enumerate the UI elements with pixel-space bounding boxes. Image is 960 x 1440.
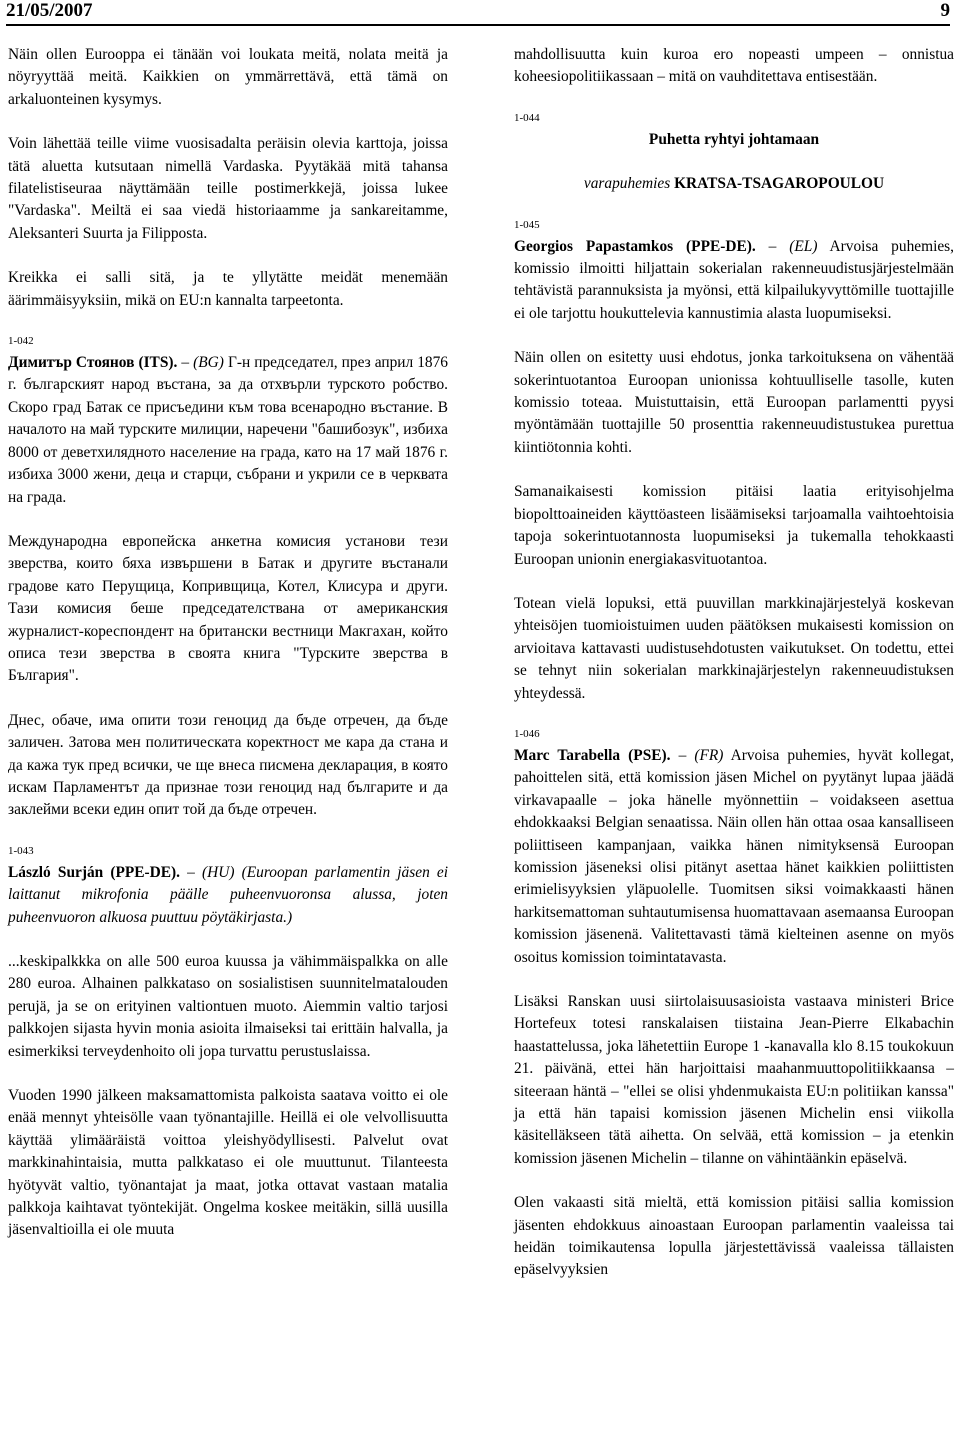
paragraph: Totean vielä lopuksi, että puuvillan markkinajärjestelyä koskevan yhteisöjen tuomioistuimen uuden päätöksen mukaisesti komission on arvioitava kattavasti uudistusehdotusten vaikutukset. On todettu, ettei se tehnyt niin sokerialan markkinajärjestelyn rakenneuudistuksen yhteydessä. <box>514 594 954 702</box>
header-rule <box>6 24 950 26</box>
paragraph: Международна европейска анкетна комисия установи тези зверства, които бяха извършени в Батак и другите въстанали градове като Перущица, Копривщица, Котел, Клисура и други. Тази комисия беше председателствана от американския журналист-кореспондент на британски вестници Макгахан, който описа тези зверства в своята книга "Турските зверства в България". <box>8 532 448 685</box>
speech-paragraph: Georgios Papastamkos (PPE-DE). – (EL) Arvoisa puhemies, komissio ilmoitti hiljattain sokerialan rakenneuudistusjärjestelmään tehtävistä parannuksista ja myönsi, että kilpailukyvyttömille tuottajille ei ole tarjottu houkuttelevia kannustimia alasta luopumiseksi. <box>514 237 955 322</box>
paragraph: Näin ollen on esitetty uusi ehdotus, jonka tarkoituksena on vähentää sokerintuotantoa Euroopan unionissa kohtuulliselle tasolle, kuten komissio toteaa. Muistuttaisin, että Euroopan parlamentti pyysi myöntämään tuottajille 50 prosenttia rakenneuudistustukea purettua kiintiötonnia kohti. <box>514 349 954 456</box>
speech-note: (HU) (Euroopan parlamentin jäsen ei laittanut mikrofonia päälle puheenvuoronsa alussa, joten puheenvuoron alkuosa puuttuu pöytäkirjasta.) <box>8 863 449 926</box>
speaker-name: Димитър Стоянов (ITS). <box>8 354 178 372</box>
speaker-name: Marc Tarabella (PSE). <box>514 746 671 764</box>
left-column <box>8 44 448 1264</box>
speech-text: Arvoisa puhemies, komissio ilmoitti hiljattain sokerialan rakenneuudistusjärjestelmään tehtävistä parannuksista ja myönsi, että kilpailukyvyttömille tuottajille ei ole tarjottu houkuttelevia kannustimia alasta luopumiseksi. <box>514 237 955 322</box>
language-tag: (BG) <box>193 354 224 372</box>
chair-role: varapuhemies <box>583 175 671 193</box>
language-tag: (EL) <box>789 237 818 255</box>
item-number: 1-044 <box>514 111 540 124</box>
paragraph: Днес, обаче, има опити този геноцид да бъде отречен, да бъде заличен. Затова мен политическата коректност ме кара да стана и да кажа тук пред всички, че ще внеса писмена декларация, в която искам Парламентът да признае този геноцид над българите и да заклейми всеки един опит той да бъде отречен. <box>8 711 448 819</box>
paragraph: mahdollisuutta kuin kuroa ero nopeasti umpeen – onnistua koheesiopolitiikassaan – mitä on vauhditettava entisestään. <box>514 46 954 86</box>
chair-change-line: Puhetta ryhtyi johtamaan <box>648 130 820 148</box>
item-number: 1-042 <box>8 335 34 348</box>
paragraph: Voin lähettää teille viime vuosisadalta peräisin olevia karttoja, joissa tätä aluetta kutsutaan nimellä Vardaska. Pyytäkää mitä tahansa filatelistiseuraa näyttämään teille postimerkkejä, joissa lukee "Vardaska". Meiltä ei saa viedä historiaamme ja sankareitamme, Aleksanteri Suurta ja Filipposta. <box>8 135 448 242</box>
paragraph: Näin ollen Eurooppa ei tänään voi loukata meitä, nolata meitä ja nöyryyttää meitä. Kaikkien on ymmärrettävä, että tämä on arkaluonteinen kysymys. <box>8 46 448 108</box>
paragraph: Kreikka ei salli sitä, ja te yllytätte meidät menemään äärimmäisyyksiin, mikä on EU:n kannalta tarpeetonta. <box>8 269 448 309</box>
chair-role-line <box>514 173 954 195</box>
paragraph: ...keskipalkkka on alle 500 euroa kuussa ja vähimmäispalkka on alle 280 euroa. Alhainen palkkataso on sosialistisen suunnitelmatalouden perujä, ja se on erityinen valtiontuen muoto. Aiemmin valtio tarjosi palkkojen sijasta hyvin monia asioita ilmaiseksi tai erittäin halvalla, ja esimerkiksi terveydenhoito oli jopa turvattu perustuslaissa. <box>8 953 448 1060</box>
paragraph: Lisäksi Ranskan uusi siirtolaisuusasioista vastaava ministeri Brice Hortefeux totesi ranskalaisen tiistaina Jean-Pierre Elkabachin haastattelussa, joka lähetettiin Europe 1 -kanavalla klo 8.15 toukokuun 21. päivänä, ettei hän harjoittaisi maahanmuuttopolitiikkaansa – siteeraan häntä – "ellei se olisi yhdenmukaista EU:n politiikan kanssa" ja että hän tapaisi komission jäsenen Michelin ensi viikolla käsitelläkseen tätä aihetta. On selvää, että komission – ja etenkin komission jäsenen Michelin – tilanne on vähintäänkin epäselvä. <box>514 993 954 1167</box>
language-tag: (FR) <box>694 746 724 764</box>
speech-text: Г-н председател, през април 1876 г. българският народ въстана, за да отхвърли турското робство. Скоро град Батак се присъедини към това всенародно въстание. В началото на май турските милиции, наречени "башибозук", избиха 8000 от деветхилядното население на града, като на 17 май 1876 г. избиха 3000 жени, деца и старци, събрани и укрили се в черквата на града. <box>8 354 449 506</box>
speech-text: Arvoisa puhemies, hyvät kollegat, pahoittelen sitä, että komission jäsen Michel on pyytänyt lupaa jäädä virkavapaalle – joka hänelle myönnettiin – voidakseen asettua ehdokkaaksi Belgian senaatissa. Näin ollen hän ottaa osaa kansalliseen poliittiseen kampanjaan, vaikka hänen nimityksensä Euroopan komission jäseneksi olisi pitänyt asettaa hänet kaikkien poliittisten erimielisyyksien yläpuolelle. Tuomitsen siksi voimakkaasti hänen harkitsemattoman suhtautumisensa huomattavaan asemaansa Euroopan komission jäsenenä. Valitettavasti tämä kielteinen asenne on myös osoitus komission toimintatavasta. <box>514 746 954 966</box>
speaker-name: Georgios Papastamkos (PPE-DE). <box>514 237 756 255</box>
speech-paragraph: Димитър Стоянов (ITS). – (BG) Г-н председател, през април 1876 г. българският народ въстана, за да отхвърли турското робство. Скоро град Батак се присъедини към това всенародно въстание. В началото на май турските милиции, наречени "башибозук", избиха 8000 от деветхилядното население на града, като на 17 май 1876 г. избиха 3000 жени, деца и старци, събрани и укрили се в черквата на града. <box>8 354 449 506</box>
page-header <box>6 0 950 24</box>
right-column <box>514 44 954 1304</box>
speaker-name: László Surján (PPE-DE). <box>8 863 181 881</box>
speech-paragraph: László Surján (PPE-DE). – (HU) (Euroopan parlamentin jäsen ei laittanut mikrofonia päälle puheenvuoronsa alussa, joten puheenvuoron alkuosa puuttuu pöytäkirjasta.) <box>8 863 449 926</box>
item-number: 1-045 <box>514 218 540 231</box>
item-number: 1-046 <box>514 727 540 740</box>
chair-name: KRATSA-TSAGAROPOULOU <box>674 175 885 193</box>
speech-paragraph: Marc Tarabella (PSE). – (FR) Arvoisa puhemies, hyvät kollegat, pahoittelen sitä, että komission jäsen Michel on pyytänyt lupaa jäädä virkavapaalle – joka hänelle myönnettiin – voidakseen asettua ehdokkaaksi Belgian senaatissa. Näin ollen hän ottaa osaa kansalliseen poliittiseen kampanjaan, vaikka hänen nimityksensä Euroopan komission jäseneksi olisi pitänyt asettaa hänet kaikkien poliittisten erimielisyyksien yläpuolelle. Tuomitsen siksi voimakkaasti hänen harkitsemattoman suhtautumisensa huomattavaan asemaansa Euroopan komission jäsenenä. Valitettavasti tämä kielteinen asenne on myös osoitus komission toimintatavasta. <box>514 746 954 966</box>
item-number: 1-043 <box>8 844 34 857</box>
paragraph: Samanaikaisesti komission pitäisi laatia erityisohjelma biopolttoaineiden käyttöasteen lisäämiseksi tarjoamalla vaihtoehtoisia tapoja sokerintuotannosta luopumiseksi ja tukemalla tehokkaasti Euroopan unionin energiakasvituotantoa. <box>514 483 954 568</box>
page-number: 9 <box>940 0 950 21</box>
header-date: 21/05/2007 <box>6 0 93 21</box>
paragraph: Vuoden 1990 jälkeen maksamattomista palkoista saatava voitto ei ole enää mennyt yhteisölle vaan työnantajille. Heillä ei ole velvollisuutta käyttää ylimääräistä voittoa yleishyödyllisesti. Palvelut ovat markkinahintaisia, mutta palkkataso ei ole muuttunut. Tilanteesta hyötyvät valtio, työnantajat ja maat, jotka ottavat vastaan matalia palkkoja kaihtavat työntekijät. Ongelma koskee meitäkin, sillä uusilla jäsenvaltioilla ei ole muuta <box>8 1087 448 1239</box>
paragraph: Olen vakaasti sitä mieltä, että komission pitäisi sallia komission jäsenten ehdokkuus ainoastaan Euroopan parlamentin vaaleissa tai heidän toimikautensa lopulla järjestettävissä vaaleissa tällaisten epäselvyyksien <box>514 1194 954 1279</box>
